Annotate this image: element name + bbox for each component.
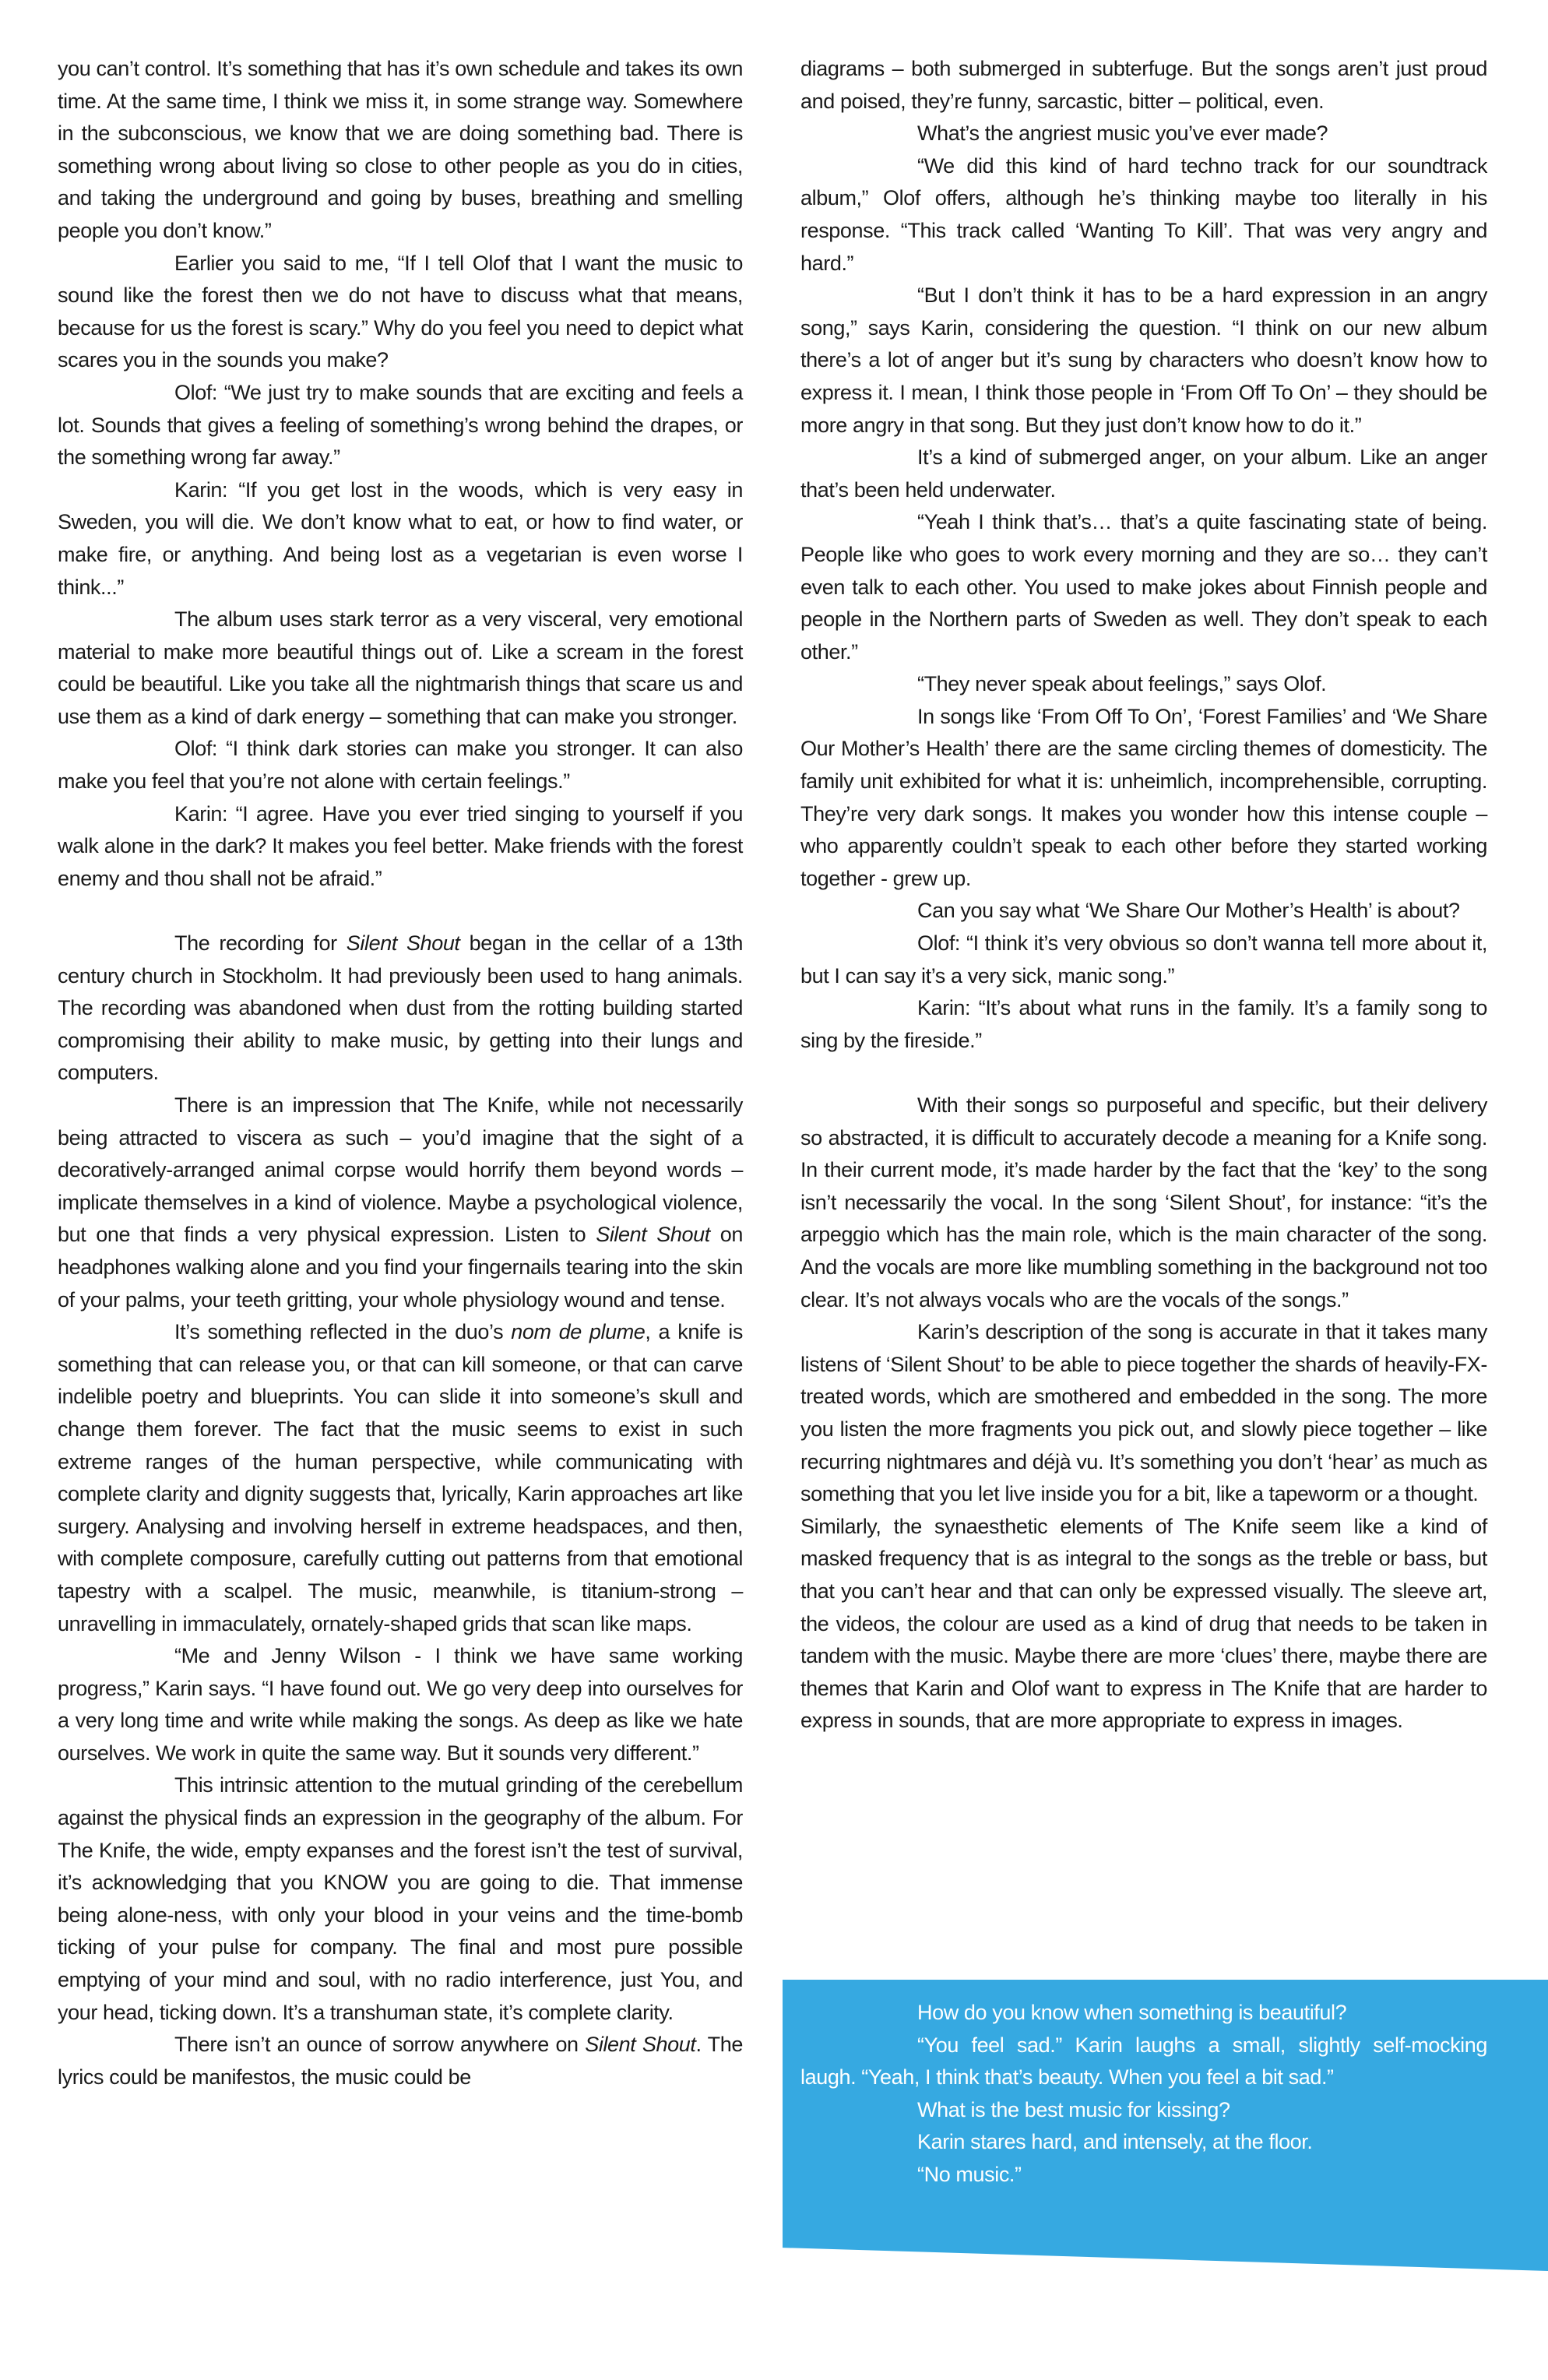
paragraph: “Me and Jenny Wilson - I think we have same working progress,” Karin says. “I have found out. We go very deep into ourselves for a very long time and write while making the songs. As deep as like we hate ourselves. We work in quite the same way. But it sounds very different.” — [58, 1644, 743, 1765]
album-title: Silent Shout — [596, 1223, 710, 1247]
interview-question: It’s a kind of submerged anger, on your album. Like an anger that’s been held underwater. — [800, 445, 1487, 502]
paragraph: “But I don’t think it has to be a hard expression in an angry song,” says Karin, considering the question. “I think on our new album there’s a lot of anger but it’s sung by characters who doesn’t know how to express it. I mean, I think those people in ‘From Off To On’ – they should be more angry in that song. But they just don’t know how to do it.” — [800, 283, 1487, 437]
paragraph: you can’t control. It’s something that has it’s own schedule and takes its own time. At the same time, I think we miss it, in some strange way. Somewhere in the subconscious, we know that we are doing something bad. There is something wrong about living so close to other people as you do in cities, and taking the underground and going by buses, breathing and smelling people you don’t know.” — [58, 57, 743, 242]
paragraph: The album uses stark terror as a very visceral, very emotional material to make more beautiful things out of. Like a scream in the forest could be beautiful. Like you take all the nightmarish things that scare us and use them as a kind of dark energy – something that can make you stronger. — [58, 607, 743, 728]
interview-question: Can you say what ‘We Share Our Mother’s Health’ is about? — [917, 899, 1460, 923]
left-column — [58, 53, 743, 2093]
highlight-box — [800, 1997, 1487, 2192]
interview-question: What is the best music for kissing? — [917, 2097, 1230, 2121]
interview-question: How do you know when something is beautiful? — [917, 2001, 1347, 2024]
paragraph: Karin: “It’s about what runs in the family. It’s a family song to sing by the fireside.” — [800, 996, 1487, 1052]
paragraph: Olof: “We just try to make sounds that are exciting and feels a lot. Sounds that gives a feeling of something’s wrong behind the drapes, or the something wrong far away.” — [58, 380, 743, 470]
album-title: Silent Shout — [585, 2033, 696, 2057]
paragraph: “You feel sad.” Karin laughs a small, slightly self-mocking laugh. “Yeah, I think that’s beauty. When you feel a bit sad.” — [800, 2033, 1487, 2090]
album-title: Silent Shout — [346, 931, 460, 956]
paragraph: Karin: “If you get lost in the woods, which is very easy in Sweden, you will die. We don’t know what to eat, or how to find water, or make fire, or anything. And being lost as a vegetarian is even worse I think...” — [58, 477, 743, 599]
paragraph: Karin’s description of the song is accurate in that it takes many listens of ‘Silent Shout’ to be able to piece together the shards of heavily-FX-treated words, which are smothered and embedded in the song. The more you listen the more fragments you pick out, and slowly piece together – like recurring nightmares and déjà vu. It’s something you don’t ‘hear’ as much as something that you let live inside you for a bit, like a tapeworm or a thought. — [800, 1320, 1487, 1506]
paragraph: Olof: “I think it’s very obvious so don’t wanna tell more about it, but I can say it’s a very sick, manic song.” — [800, 931, 1487, 988]
paragraph: In songs like ‘From Off To On’, ‘Forest Families’ and ‘We Share Our Mother’s Health’ there are the same circling themes of domesticity. The family unit exhibited for what it is: unheimlich, incomprehensible, corrupting. They’re very dark songs. It makes you wonder how this intense couple – who apparently couldn’t speak to each other before they started working together - grew up. — [800, 704, 1487, 890]
interview-question: What’s the angriest music you’ve ever made? — [917, 121, 1328, 146]
paragraph: Similarly, the synaesthetic elements of The Knife seem like a kind of masked frequency that is as integral to the songs as the treble or bass, but that you can’t hear and that can only be expressed visually. The sleeve art, the videos, the colour are used as a kind of drug that needs to be taken in tandem with the music. Maybe there are more ‘clues’ there, maybe there are themes that Karin and Olof want to express in The Knife that are harder to express in sounds, that are more appropriate to express in images. — [800, 1514, 1487, 1733]
paragraph: “They never speak about feelings,” says Olof. — [917, 672, 1327, 696]
paragraph: Karin: “I agree. Have you ever tried singing to yourself if you walk alone in the dark? It makes you feel better. Make friends with the forest enemy and thou shall not be afraid.” — [58, 801, 743, 890]
interview-question: Earlier you said to me, “If I tell Olof that I want the music to sound like the forest then we do not have to discuss what that means, because for us the forest is scary.” Why do you feel you need to depict what scares you in the sounds you make? — [58, 251, 743, 372]
paragraph: The recording for Silent Shout began in the cellar of a 13th century church in Stockholm. It had previously been used to hang animals. The recording was abandoned when dust from the rotting building started compromising their ability to make music, by getting into their lungs and computers. — [58, 931, 743, 1085]
paragraph: There is an impression that The Knife, while not necessarily being attracted to viscera as such – you’d imagine that the sight of a decoratively-arranged animal corpse would horrify them beyond words – implicate themselves in a kind of violence. Maybe a psychological violence, but one that finds a very physical expression. Listen to Silent Shout on headphones walking alone and you find your fingernails tearing into the skin of your palms, your teeth gritting, your whole physiology wound and tense. — [58, 1093, 743, 1311]
paragraph: Karin stares hard, and intensely, at the floor. — [917, 2130, 1313, 2154]
italic-phrase: nom de plume — [511, 1320, 646, 1344]
paragraph: “We did this kind of hard techno track for our soundtrack album,” Olof offers, although he’s thinking maybe too literally in his response. “This track called ‘Wanting To Kill’. That was very angry and hard.” — [800, 153, 1487, 275]
paragraph: With their songs so purposeful and specific, but their delivery so abstracted, it is difficult to accurately decode a meaning for a Knife song. In their current mode, it’s made harder by the fact that the ‘key’ to the song isn’t necessarily the vocal. In the song ‘Silent Shout’, for instance: “it’s the arpeggio which has the main role, which is the main character of the song. And the vocals are more like mumbling something in the background not too clear. It’s not always vocals who are the vocals of the songs.” — [800, 1093, 1487, 1311]
paragraph: diagrams – both submerged in subterfuge. But the songs aren’t just proud and poised, they’re funny, sarcastic, bitter – political, even. — [800, 57, 1487, 113]
paragraph: There isn’t an ounce of sorrow anywhere on Silent Shout. The lyrics could be manifestos, the music could be — [58, 2033, 743, 2089]
paragraph: This intrinsic attention to the mutual grinding of the cerebellum against the physical finds an expression in the geography of the album. For The Knife, the wide, empty expanses and the forest isn’t the test of survival, it’s acknowledging that you KNOW you are going to die. That immense being alone-ness, with only your blood in your veins and the time-bomb ticking of your pulse for company. The final and most pure possible emptying of your mind and soul, with no radio interference, just You, and your head, ticking down. It’s a transhuman state, it’s complete clarity. — [58, 1773, 743, 2024]
paragraph: It’s something reflected in the duo’s nom de plume, a knife is something that can release you, or that can kill someone, or that can carve indelible poetry and blueprints. You can slide it into someone’s skull and change them forever. The fact that the music seems to exist in such extreme ranges of the human perspective, while communicating with complete clarity and dignity suggests that, lyrically, Karin approaches art like surgery. Analysing and involving herself in extreme headspaces, and then, with complete composure, carefully cutting out patterns from that emotional tapestry with a scalpel. The music, meanwhile, is titanium-strong – unravelling in immaculately, ornately-shaped grids that scan like maps. — [58, 1320, 743, 1635]
paragraph: Olof: “I think dark stories can make you stronger. It can also make you feel that you’re not alone with certain feelings.” — [58, 737, 743, 794]
paragraph: “Yeah I think that’s… that’s a quite fascinating state of being. People like who goes to work every morning and they are so… they can’t even talk to each other. You used to make jokes about Finnish people and people in the Northern parts of Sweden as well. They don’t speak to each other.” — [800, 510, 1487, 664]
right-column — [800, 53, 1487, 1737]
paragraph: “No music.” — [917, 2162, 1022, 2186]
